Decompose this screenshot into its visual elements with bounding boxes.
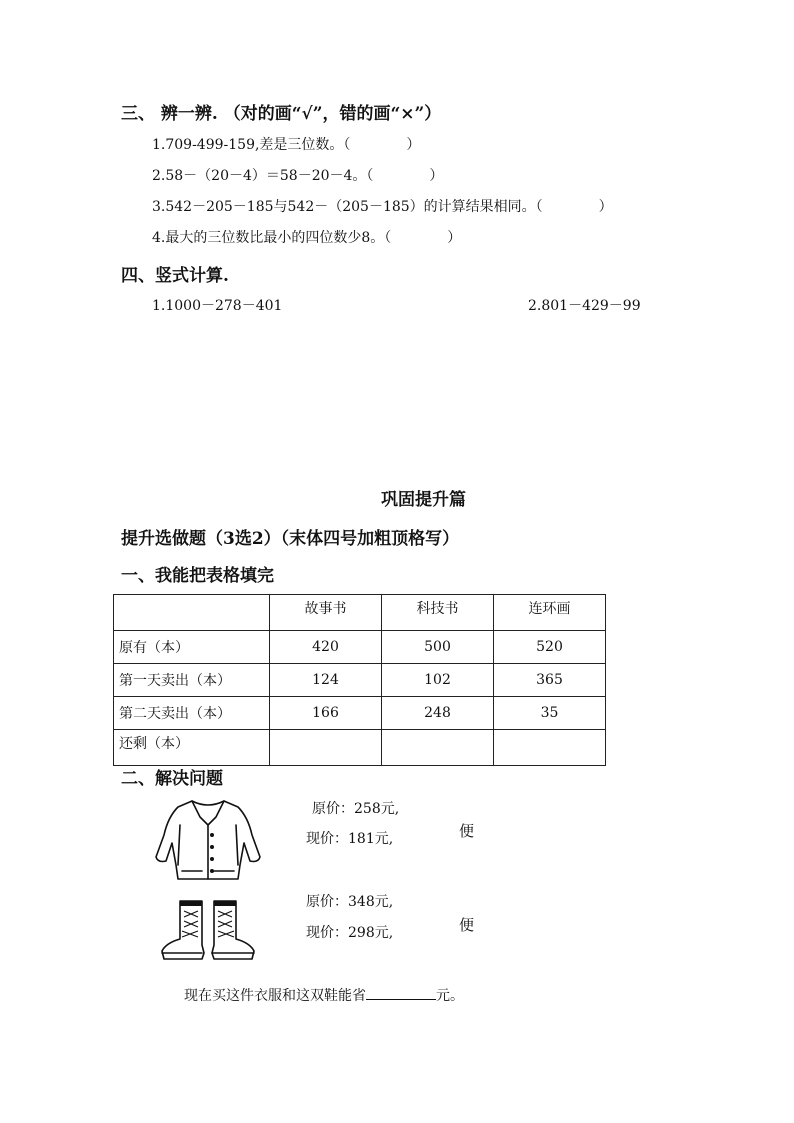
section-3-heading: 三、 辨一辨. （对的画“√”，错的画“×”） — [121, 104, 442, 124]
section-4-heading: 四、竖式计算. — [121, 266, 229, 286]
table-cell: 102 — [382, 664, 494, 697]
part-title: 巩固提升篇 — [381, 490, 466, 510]
jacket-current-price: 现价：181元, — [306, 831, 394, 847]
books-table — [113, 594, 606, 766]
table-cell-blank[interactable] — [270, 730, 382, 766]
table-row — [114, 631, 606, 664]
table-cell: 124 — [270, 664, 382, 697]
row-label: 原有（本） — [114, 631, 270, 664]
problem-section-heading: 二、解决问题 — [121, 769, 223, 789]
table-cell: 365 — [494, 664, 606, 697]
table-cell-blank[interactable] — [382, 730, 494, 766]
table-header-comics: 连环画 — [494, 595, 606, 631]
table-header-stories: 故事书 — [270, 595, 382, 631]
boots-tag: 便 — [459, 916, 475, 934]
table-cell-blank[interactable] — [494, 730, 606, 766]
jacket-icon — [152, 795, 264, 885]
savings-question-text: 现在买这件衣服和这双鞋能省 — [184, 988, 366, 1004]
boots-current-price: 现价：298元, — [306, 925, 394, 941]
subtitle: 提升选做题（3选2）（末体四号加粗顶格写） — [121, 529, 460, 549]
row-label: 还剩（本） — [114, 730, 270, 766]
table-header-science: 科技书 — [382, 595, 494, 631]
row-label: 第一天卖出（本） — [114, 664, 270, 697]
table-header-empty — [114, 595, 270, 631]
judgement-item-4: 4.最大的三位数比最小的四位数少8。（ ） — [152, 230, 462, 246]
answer-blank[interactable] — [366, 985, 436, 1000]
table-cell: 420 — [270, 631, 382, 664]
table-cell: 166 — [270, 697, 382, 730]
savings-question — [184, 985, 464, 1005]
table-cell: 248 — [382, 697, 494, 730]
table-section-heading: 一、我能把表格填完 — [121, 566, 274, 586]
jacket-original-price: 原价：258元, — [312, 801, 400, 817]
table-header-row — [114, 595, 606, 631]
boots-icon — [158, 895, 258, 963]
boots-original-price: 原价：348元, — [306, 894, 394, 910]
vertical-calc-1: 1.1000－278－401 — [152, 298, 283, 314]
table-cell: 35 — [494, 697, 606, 730]
savings-question-unit: 元。 — [436, 988, 464, 1004]
table-cell: 520 — [494, 631, 606, 664]
jacket-tag: 便 — [459, 822, 475, 840]
table-cell: 500 — [382, 631, 494, 664]
table-row — [114, 697, 606, 730]
judgement-item-2: 2.58－（20－4）＝58－20－4。（ ） — [152, 168, 444, 184]
vertical-calc-2: 2.801－429－99 — [528, 298, 641, 314]
table-row — [114, 730, 606, 766]
row-label: 第二天卖出（本） — [114, 697, 270, 730]
judgement-item-1: 1.709-499-159,差是三位数。（ ） — [152, 137, 421, 153]
judgement-item-3: 3.542－205－185与542－（205－185）的计算结果相同。（ ） — [152, 199, 613, 215]
table-row — [114, 664, 606, 697]
